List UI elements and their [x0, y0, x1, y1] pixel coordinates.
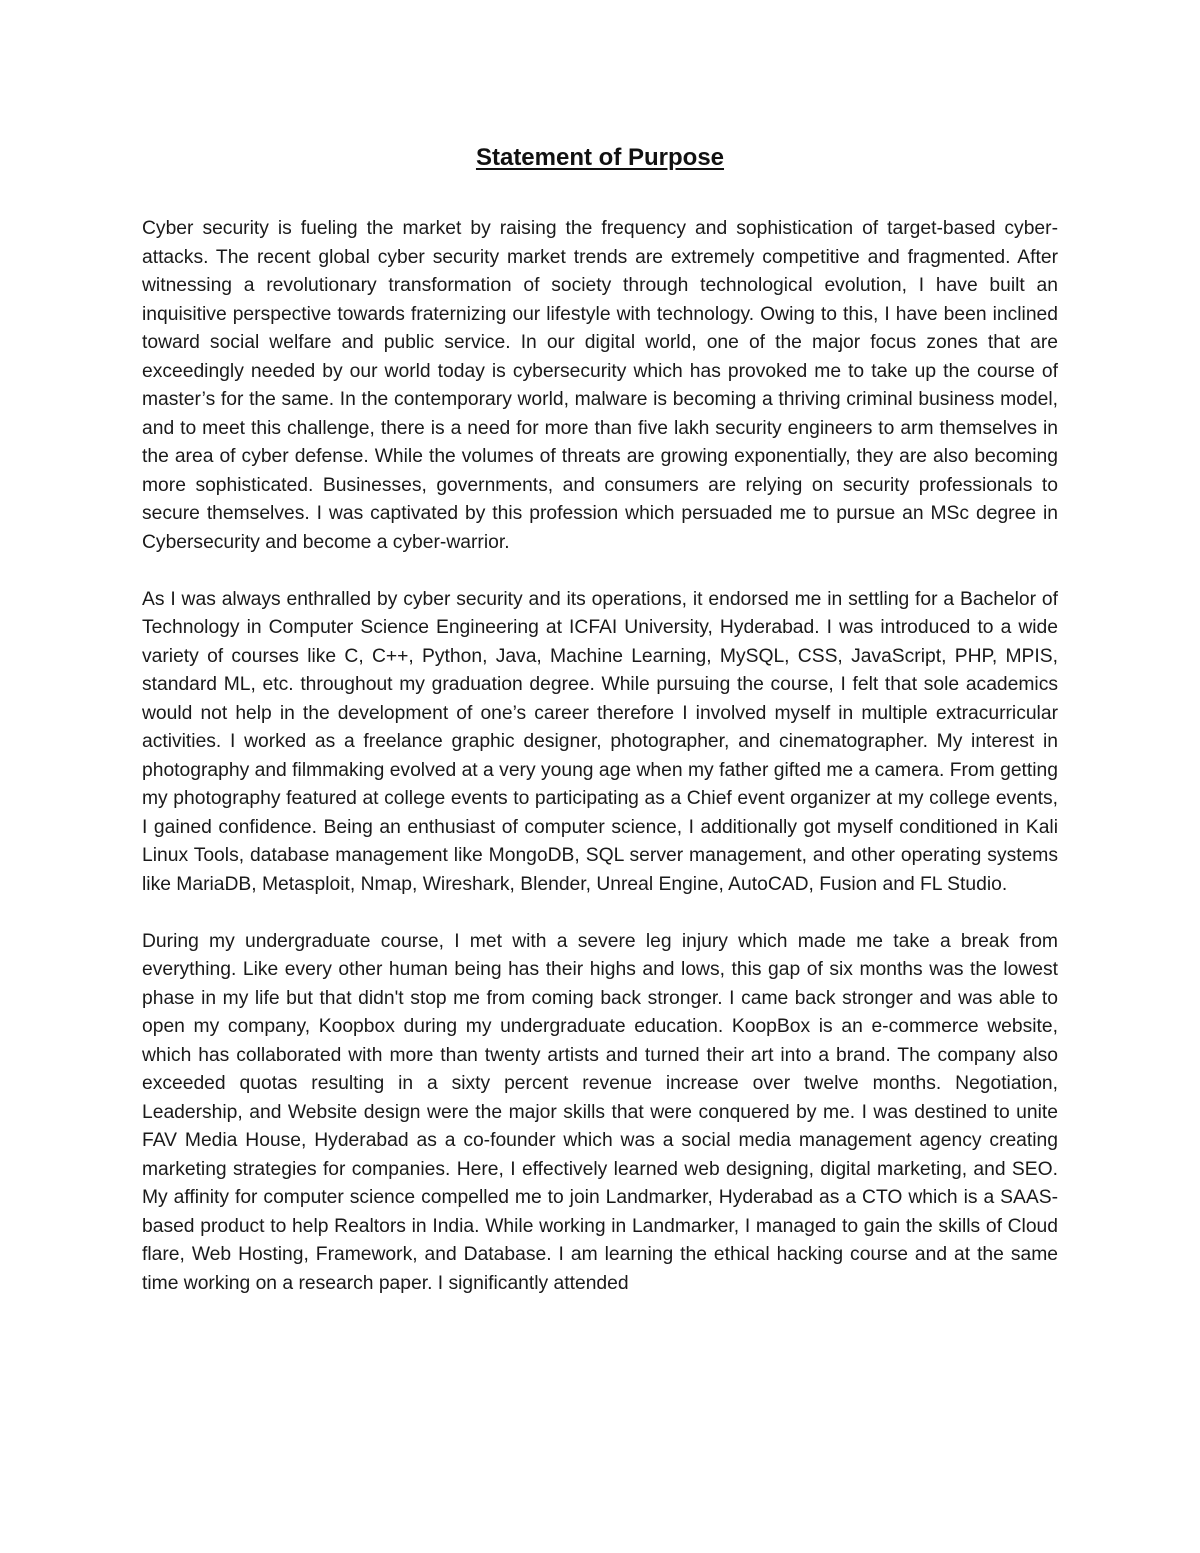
- document-page: [142, 140, 1058, 1298]
- paragraph-3: During my undergraduate course, I met with a severe leg injury which made me take a break from everything. Like every other human being has their highs and lows, this gap of six months was the lowest phase in my life but that didn't stop me from coming back stronger. I came back stronger and was able to open my company, Koopbox during my undergraduate education. KoopBox is an e-commerce website, which has collaborated with more than twenty artists and turned their art into a brand. The company also exceeded quotas resulting in a sixty percent revenue increase over twelve months. Negotiation, Leadership, and Website design were the major skills that were conquered by me. I was destined to unite FAV Media House, Hyderabad as a co-founder which was a social media management agency creating marketing strategies for companies. Here, I effectively learned web designing, digital marketing, and SEO. My affinity for computer science compelled me to join Landmarker, Hyderabad as a CTO which is a SAAS-based product to help Realtors in India. While working in Landmarker, I managed to gain the skills of Cloud flare, Web Hosting, Framework, and Database. I am learning the ethical hacking course and at the same time working on a research paper. I significantly attended: [142, 930, 1058, 1294]
- document-title: Statement of Purpose: [475, 144, 725, 171]
- paragraph-1: Cyber security is fueling the market by raising the frequency and sophistication of target-based cyber-attacks. The recent global cyber security market trends are extremely competitive and fragmented. After witnessing a revolutionary transformation of society through technological evolution, I have built an inquisitive perspective towards fraternizing our lifestyle with technology. Owing to this, I have been inclined toward social welfare and public service. In our digital world, one of the major focus zones that are exceedingly needed by our world today is cybersecurity which has provoked me to take up the course of master’s for the same. In the contemporary world, malware is becoming a thriving criminal business model, and to meet this challenge, there is a need for more than five lakh security engineers to arm themselves in the area of cyber defense. While the volumes of threats are growing exponentially, they are also becoming more sophisticated. Businesses, governments, and consumers are relying on security professionals to secure themselves. I was captivated by this profession which persuaded me to pursue an MSc degree in Cybersecurity and become a cyber-warrior.: [142, 218, 1058, 553]
- paragraph-2: As I was always enthralled by cyber security and its operations, it endorsed me in settling for a Bachelor of Technology in Computer Science Engineering at ICFAI University, Hyderabad. I was introduced to a wide variety of courses like C, C++, Python, Java, Machine Learning, MySQL, CSS, JavaScript, PHP, MPIS, standard ML, etc. throughout my graduation degree. While pursuing the course, I felt that sole academics would not help in the development of one’s career therefore I involved myself in multiple extracurricular activities. I worked as a freelance graphic designer, photographer, and cinematographer. My interest in photography and filmmaking evolved at a very young age when my father gifted me a camera. From getting my photography featured at college events to participating as a Chief event organizer at my college events, I gained confidence. Being an enthusiast of computer science, I additionally got myself conditioned in Kali Linux Tools, database management like MongoDB, SQL server management, and other operating systems like MariaDB, Metasploit, Nmap, Wireshark, Blender, Unreal Engine, AutoCAD, Fusion and FL Studio.: [142, 588, 1058, 895]
